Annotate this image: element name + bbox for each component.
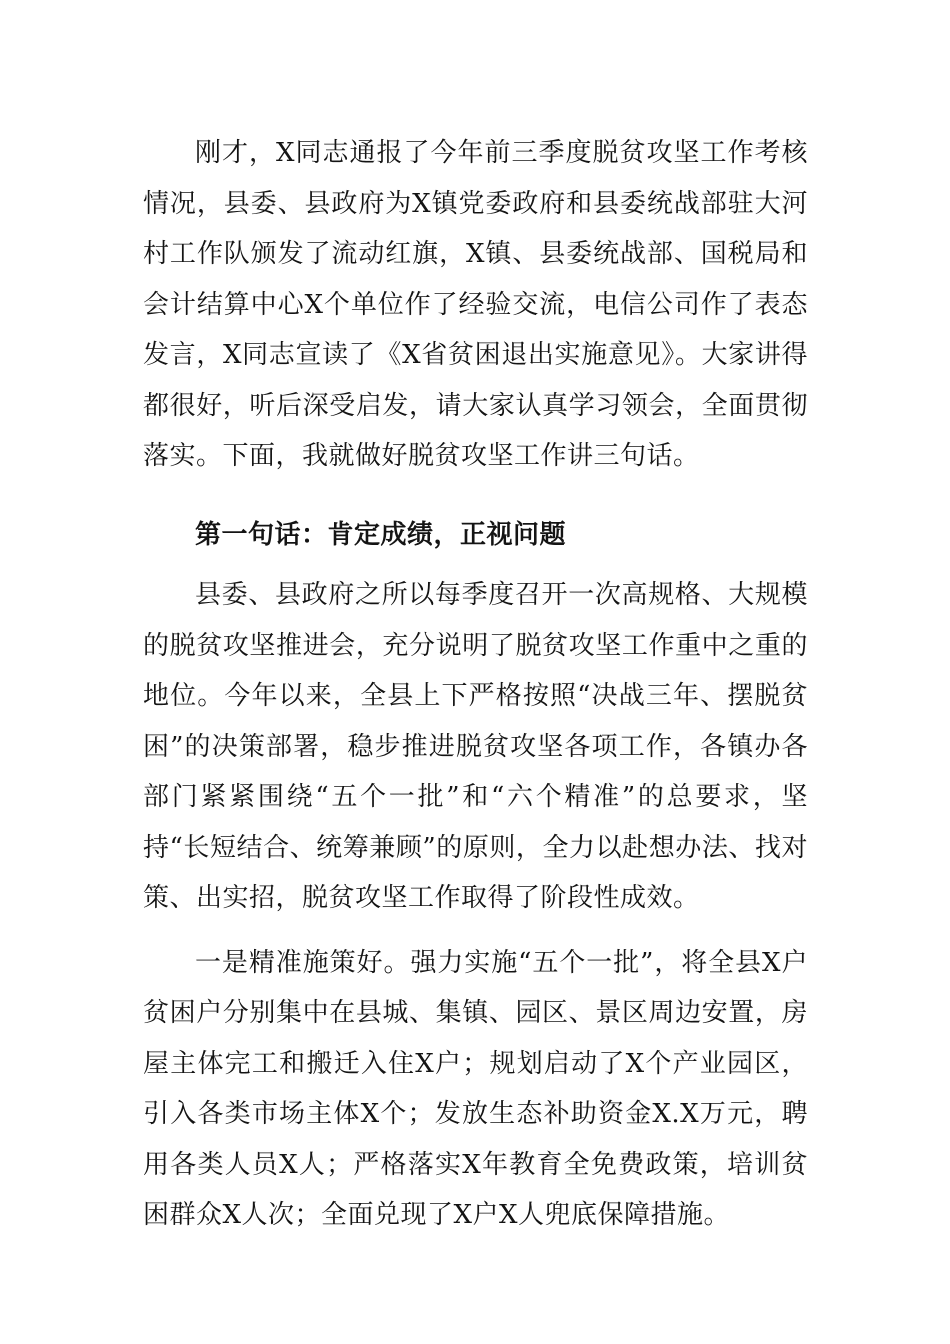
paragraph-precise-policy: 一是精准施策好。强力实施“五个一批”，将全县X户贫困户分别集中在县城、集镇、园区、景区周边安置，房屋主体完工和搬迁入住X户；规划启动了X个产业园区，引入各类市场主体X个；发放生态补助资金X.X万元，聘用各类人员X人；严格落实X年教育全免费政策，培训贫困群众X人次；全面兑现了X户X人兜底保障措施。 xyxy=(143,947,808,1230)
paragraph-spacer xyxy=(143,482,808,496)
paragraph-spacer xyxy=(143,924,808,938)
section-heading: 第一句话：肯定成绩，正视问题 xyxy=(195,519,567,550)
paragraph-opening: 刚才，X同志通报了今年前三季度脱贫攻坚工作考核情况，县委、县政府为X镇党委政府和县委统战部驻大河村工作队颁发了流动红旗，X镇、县委统战部、国税局和会计结算中心X个单位作了经验交流，电信公司作了表态发言，X同志宣读了《X省贫困退出实施意见》。大家讲得都很好，听后深受启发，请大家认真学习领会，全面贯彻落实。下面，我就做好脱贫攻坚工作讲三句话。 xyxy=(143,138,808,471)
document-body xyxy=(143,128,808,1241)
paragraph-achievements: 县委、县政府之所以每季度召开一次高规格、大规模的脱贫攻坚推进会，充分说明了脱贫攻坚工作重中之重的地位。今年以来，全县上下严格按照“决战三年、摆脱贫困”的决策部署，稳步推进脱贫攻坚各项工作，各镇办各部门紧紧围绕“五个一批”和“六个精准”的总要求，坚持“长短结合、统筹兼顾”的原则，全力以赴想办法、找对策、出实招，脱贫攻坚工作取得了阶段性成效。 xyxy=(143,580,808,913)
